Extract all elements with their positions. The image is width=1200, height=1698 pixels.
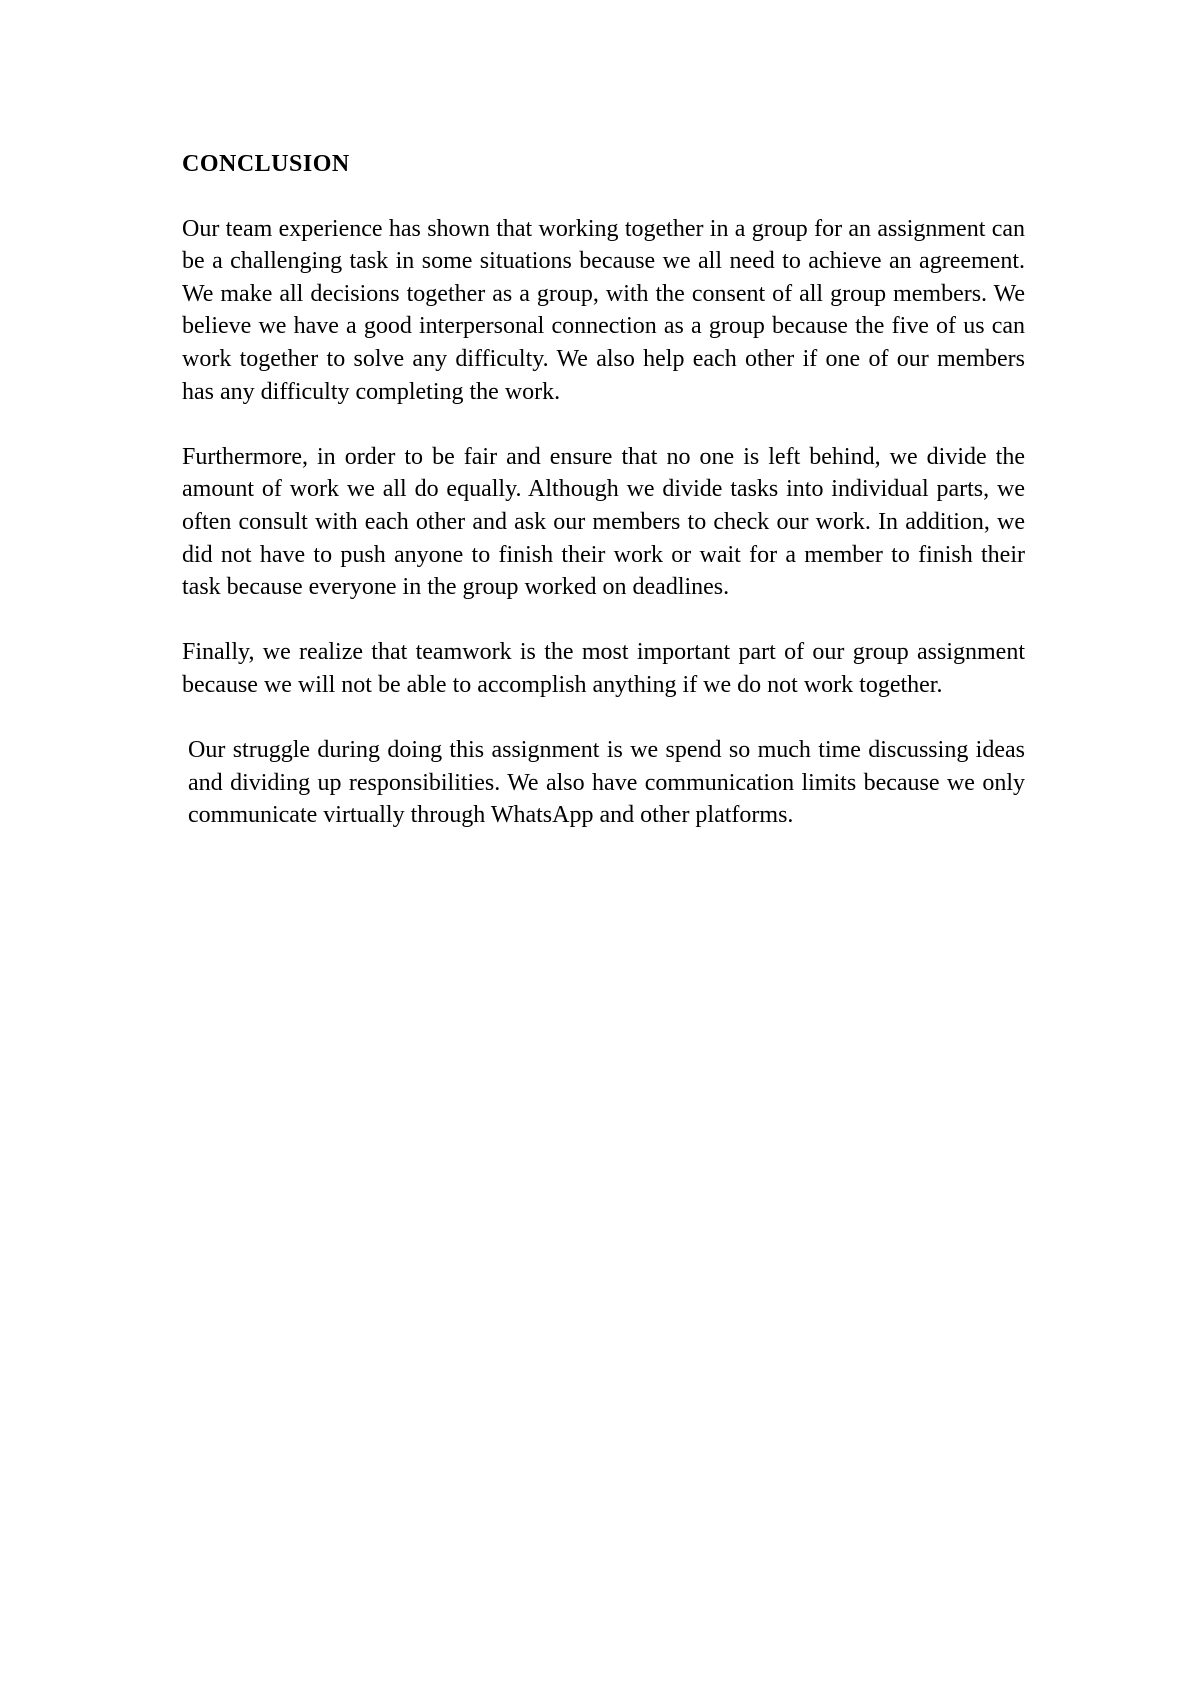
paragraph-struggle: Our struggle during doing this assignment is we spend so much time discussing ideas and dividing up responsibilities. We also have communication limits because we only communicate virtually through WhatsApp and other platforms. [188, 737, 1025, 829]
paragraph-teamwork: Finally, we realize that teamwork is the most important part of our group assignment because we will not be able to accomplish anything if we do not work together. [182, 639, 1025, 698]
paragraph-work-division: Furthermore, in order to be fair and ensure that no one is left behind, we divide the amount of work we all do equally. Although we divide tasks into individual parts, we often consult with each other and ask our members to check our work. In addition, we did not have to push anyone to finish their work or wait for a member to finish their task because everyone in the group worked on deadlines. [182, 443, 1025, 601]
section-heading: CONCLUSION [182, 151, 350, 177]
document-body [182, 148, 1025, 864]
paragraph-team-experience: Our team experience has shown that working together in a group for an assignment can be a challenging task in some situations because we all need to achieve an agreement. We make all decisions together as a group, with the consent of all group members. We believe we have a good interpersonal connection as a group because the five of us can work together to solve any difficulty. We also help each other if one of our members has any difficulty completing the work. [182, 215, 1025, 405]
